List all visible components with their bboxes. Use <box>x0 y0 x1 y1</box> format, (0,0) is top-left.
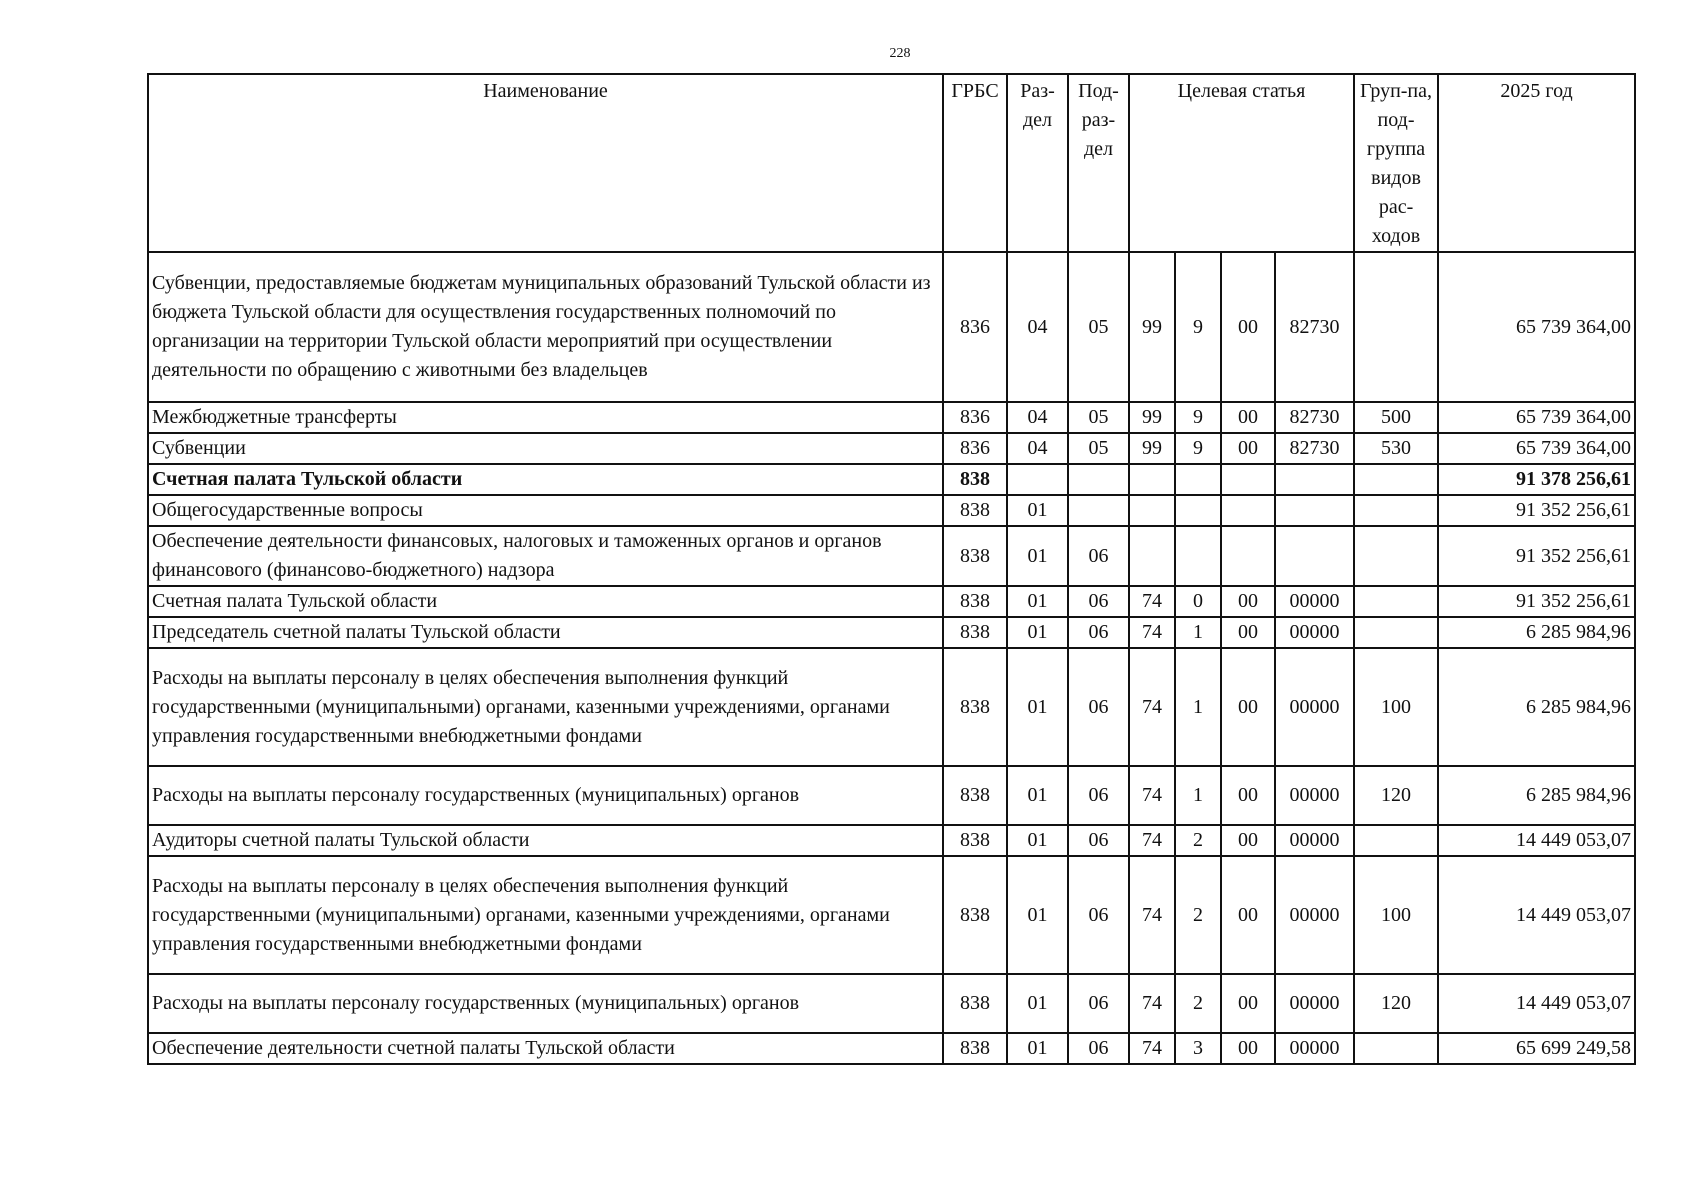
row-target-subprogram: 0 <box>1175 586 1221 617</box>
table-row <box>148 974 1635 1033</box>
row-podrazdel <box>1068 464 1129 495</box>
row-grbs: 838 <box>943 495 1007 526</box>
row-razdel: 01 <box>1007 825 1068 856</box>
row-target-direction: 00 <box>1221 648 1275 766</box>
row-target-subprogram: 2 <box>1175 825 1221 856</box>
row-razdel: 01 <box>1007 766 1068 825</box>
row-sum-2025: 91 352 256,61 <box>1438 526 1635 586</box>
row-grbs: 836 <box>943 252 1007 402</box>
table-body <box>148 252 1635 1064</box>
row-target-subprogram <box>1175 495 1221 526</box>
row-name: Межбюджетные трансферты <box>148 402 943 433</box>
row-expense-group <box>1354 586 1438 617</box>
row-name: Расходы на выплаты персоналу в целях обеспечения выполнения функций государственными (муниципальными) органами, казенными учреждениями, органами управления государственными внебюджетными фондами <box>148 648 943 766</box>
row-target-program: 74 <box>1129 617 1175 648</box>
row-expense-group <box>1354 1033 1438 1064</box>
row-razdel: 01 <box>1007 617 1068 648</box>
header-row <box>148 74 1635 252</box>
row-name: Председатель счетной палаты Тульской области <box>148 617 943 648</box>
row-expense-group <box>1354 825 1438 856</box>
row-target-subprogram: 9 <box>1175 402 1221 433</box>
row-target-program: 74 <box>1129 766 1175 825</box>
row-razdel: 01 <box>1007 856 1068 974</box>
row-podrazdel: 06 <box>1068 974 1129 1033</box>
row-expense-group: 120 <box>1354 974 1438 1033</box>
row-target-code: 00000 <box>1275 1033 1354 1064</box>
row-razdel: 04 <box>1007 402 1068 433</box>
row-podrazdel: 06 <box>1068 617 1129 648</box>
row-expense-group <box>1354 526 1438 586</box>
row-grbs: 838 <box>943 586 1007 617</box>
row-name: Обеспечение деятельности финансовых, налоговых и таможенных органов и органов финансового (финансово-бюджетного) надзора <box>148 526 943 586</box>
row-target-direction: 00 <box>1221 433 1275 464</box>
row-target-subprogram: 2 <box>1175 856 1221 974</box>
row-sum-2025: 14 449 053,07 <box>1438 825 1635 856</box>
row-target-program: 74 <box>1129 1033 1175 1064</box>
row-grbs: 838 <box>943 464 1007 495</box>
row-expense-group: 530 <box>1354 433 1438 464</box>
row-grbs: 836 <box>943 433 1007 464</box>
row-target-direction <box>1221 526 1275 586</box>
row-expense-group: 120 <box>1354 766 1438 825</box>
row-target-subprogram: 9 <box>1175 433 1221 464</box>
header-year: 2025 год <box>1438 74 1635 252</box>
row-razdel: 01 <box>1007 586 1068 617</box>
row-podrazdel: 06 <box>1068 1033 1129 1064</box>
row-target-code: 00000 <box>1275 974 1354 1033</box>
row-name: Аудиторы счетной палаты Тульской области <box>148 825 943 856</box>
row-target-subprogram: 1 <box>1175 648 1221 766</box>
row-podrazdel: 06 <box>1068 648 1129 766</box>
row-grbs: 838 <box>943 856 1007 974</box>
row-name: Обеспечение деятельности счетной палаты Тульской области <box>148 1033 943 1064</box>
row-expense-group <box>1354 252 1438 402</box>
row-sum-2025: 91 352 256,61 <box>1438 495 1635 526</box>
row-target-subprogram <box>1175 526 1221 586</box>
table-row <box>148 464 1635 495</box>
row-name: Субвенции, предоставляемые бюджетам муниципальных образований Тульской области из бюджета Тульской области для осуществления государственных полномочий по организации на территории Тульской области мероприятий при осуществлении деятельности по обращению с животными без владельцев <box>148 252 943 402</box>
row-grbs: 836 <box>943 402 1007 433</box>
row-target-direction: 00 <box>1221 766 1275 825</box>
row-razdel: 01 <box>1007 526 1068 586</box>
row-target-code: 00000 <box>1275 766 1354 825</box>
row-sum-2025: 65 739 364,00 <box>1438 433 1635 464</box>
row-target-subprogram: 1 <box>1175 766 1221 825</box>
row-razdel <box>1007 464 1068 495</box>
table-row <box>148 526 1635 586</box>
row-target-code: 00000 <box>1275 856 1354 974</box>
header-grbs: ГРБС <box>943 74 1007 252</box>
row-target-program: 74 <box>1129 586 1175 617</box>
row-target-program <box>1129 495 1175 526</box>
table-row <box>148 825 1635 856</box>
row-podrazdel: 05 <box>1068 252 1129 402</box>
row-expense-group <box>1354 495 1438 526</box>
row-target-program: 99 <box>1129 252 1175 402</box>
row-razdel: 01 <box>1007 495 1068 526</box>
row-grbs: 838 <box>943 1033 1007 1064</box>
table-row <box>148 617 1635 648</box>
row-expense-group: 500 <box>1354 402 1438 433</box>
row-expense-group: 100 <box>1354 856 1438 974</box>
row-target-subprogram: 2 <box>1175 974 1221 1033</box>
row-target-direction <box>1221 495 1275 526</box>
row-target-direction: 00 <box>1221 586 1275 617</box>
table-row <box>148 1033 1635 1064</box>
budget-table <box>147 73 1636 1065</box>
row-target-direction: 00 <box>1221 252 1275 402</box>
row-target-code <box>1275 526 1354 586</box>
row-grbs: 838 <box>943 648 1007 766</box>
row-razdel: 01 <box>1007 1033 1068 1064</box>
row-podrazdel: 06 <box>1068 856 1129 974</box>
row-target-code: 00000 <box>1275 617 1354 648</box>
row-target-program: 74 <box>1129 856 1175 974</box>
row-name: Расходы на выплаты персоналу государственных (муниципальных) органов <box>148 974 943 1033</box>
row-podrazdel: 06 <box>1068 586 1129 617</box>
row-razdel: 04 <box>1007 252 1068 402</box>
row-target-code: 82730 <box>1275 252 1354 402</box>
row-sum-2025: 65 699 249,58 <box>1438 1033 1635 1064</box>
row-target-code: 00000 <box>1275 825 1354 856</box>
row-target-code: 82730 <box>1275 433 1354 464</box>
row-target-direction: 00 <box>1221 825 1275 856</box>
row-podrazdel: 06 <box>1068 825 1129 856</box>
row-sum-2025: 6 285 984,96 <box>1438 766 1635 825</box>
row-name: Субвенции <box>148 433 943 464</box>
row-target-subprogram <box>1175 464 1221 495</box>
row-target-direction <box>1221 464 1275 495</box>
row-target-code: 82730 <box>1275 402 1354 433</box>
row-expense-group <box>1354 617 1438 648</box>
header-name: Наименование <box>148 74 943 252</box>
row-target-program: 74 <box>1129 648 1175 766</box>
table-row <box>148 856 1635 974</box>
row-target-code <box>1275 495 1354 526</box>
row-target-direction: 00 <box>1221 1033 1275 1064</box>
row-name: Общегосударственные вопросы <box>148 495 943 526</box>
row-target-program: 99 <box>1129 433 1175 464</box>
row-target-direction: 00 <box>1221 617 1275 648</box>
table-row <box>148 648 1635 766</box>
row-sum-2025: 6 285 984,96 <box>1438 617 1635 648</box>
header-group: Груп-па, под-группа видов рас-ходов <box>1354 74 1438 252</box>
table-row <box>148 402 1635 433</box>
row-podrazdel: 05 <box>1068 433 1129 464</box>
row-expense-group <box>1354 464 1438 495</box>
row-name: Счетная палата Тульской области <box>148 586 943 617</box>
row-target-direction: 00 <box>1221 974 1275 1033</box>
table-row <box>148 433 1635 464</box>
row-target-direction: 00 <box>1221 402 1275 433</box>
header-target: Целевая статья <box>1129 74 1354 252</box>
row-target-program: 74 <box>1129 825 1175 856</box>
row-razdel: 01 <box>1007 648 1068 766</box>
row-target-program <box>1129 526 1175 586</box>
row-target-subprogram: 9 <box>1175 252 1221 402</box>
row-name: Расходы на выплаты персоналу государственных (муниципальных) органов <box>148 766 943 825</box>
row-expense-group: 100 <box>1354 648 1438 766</box>
table-row <box>148 586 1635 617</box>
row-target-direction: 00 <box>1221 856 1275 974</box>
row-podrazdel: 05 <box>1068 402 1129 433</box>
row-target-program: 74 <box>1129 974 1175 1033</box>
row-sum-2025: 6 285 984,96 <box>1438 648 1635 766</box>
table-row <box>148 252 1635 402</box>
row-razdel: 04 <box>1007 433 1068 464</box>
row-grbs: 838 <box>943 526 1007 586</box>
row-grbs: 838 <box>943 766 1007 825</box>
row-grbs: 838 <box>943 974 1007 1033</box>
page-number: 228 <box>889 46 911 61</box>
row-sum-2025: 91 352 256,61 <box>1438 586 1635 617</box>
row-sum-2025: 91 378 256,61 <box>1438 464 1635 495</box>
row-name: Счетная палата Тульской области <box>148 464 943 495</box>
row-target-code: 00000 <box>1275 586 1354 617</box>
row-target-subprogram: 3 <box>1175 1033 1221 1064</box>
row-sum-2025: 65 739 364,00 <box>1438 252 1635 402</box>
row-podrazdel <box>1068 495 1129 526</box>
row-podrazdel: 06 <box>1068 766 1129 825</box>
row-target-subprogram: 1 <box>1175 617 1221 648</box>
row-grbs: 838 <box>943 825 1007 856</box>
row-target-code: 00000 <box>1275 648 1354 766</box>
row-sum-2025: 65 739 364,00 <box>1438 402 1635 433</box>
header-razdel: Раз-дел <box>1007 74 1068 252</box>
row-target-code <box>1275 464 1354 495</box>
table-row <box>148 495 1635 526</box>
row-grbs: 838 <box>943 617 1007 648</box>
row-target-program: 99 <box>1129 402 1175 433</box>
row-target-program <box>1129 464 1175 495</box>
header-podrazdel: Под-раз-дел <box>1068 74 1129 252</box>
row-podrazdel: 06 <box>1068 526 1129 586</box>
row-name: Расходы на выплаты персоналу в целях обеспечения выполнения функций государственными (муниципальными) органами, казенными учреждениями, органами управления государственными внебюджетными фондами <box>148 856 943 974</box>
row-razdel: 01 <box>1007 974 1068 1033</box>
row-sum-2025: 14 449 053,07 <box>1438 856 1635 974</box>
row-sum-2025: 14 449 053,07 <box>1438 974 1635 1033</box>
table-row <box>148 766 1635 825</box>
